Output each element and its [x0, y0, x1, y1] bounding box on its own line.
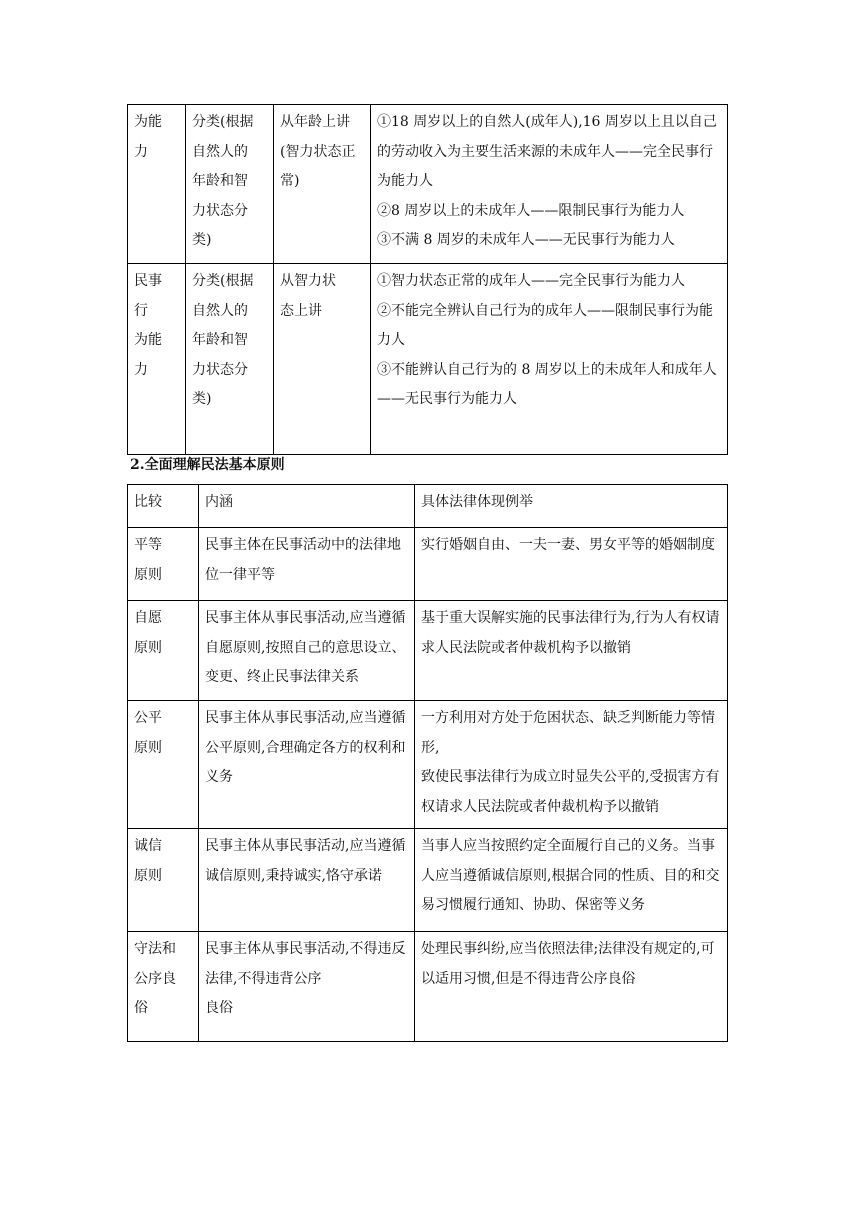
table-row: [128, 601, 728, 701]
principle-meaning: 民事主体从事民事活动,不得违反法律,不得违背公序 良俗: [199, 932, 415, 1042]
table-row: [128, 829, 728, 932]
category-cell: 民事 行 为能 力: [128, 264, 186, 455]
principle-name: 诚信 原则: [128, 829, 199, 932]
principle-name: 平等 原则: [128, 528, 199, 601]
header-example: 具体法律体现例举: [415, 485, 728, 528]
principle-example: 实行婚姻自由、一夫一妻、男女平等的婚姻制度: [415, 528, 728, 601]
principle-name: 公平 原则: [128, 701, 199, 829]
table-row: [128, 701, 728, 829]
classification-cell: 分类(根据 自然人的 年龄和智 力状态分 类): [186, 105, 274, 264]
description-item: ②8 周岁以上的未成年人——限制民事行为能力人: [377, 202, 685, 219]
criterion-cell: 从年龄上讲 (智力状态正 常): [274, 105, 371, 264]
principle-example: 处理民事纠纷,应当依照法律;法律没有规定的,可以适用习惯,但是不得违背公序良俗: [415, 932, 728, 1042]
description-item: ②不能完全辨认自己行为的成年人——限制民事行为能力人: [377, 302, 713, 348]
principle-meaning: 民事主体在民事活动中的法律地位一律平等: [199, 528, 415, 601]
principle-name: 自愿 原则: [128, 601, 199, 701]
principle-meaning: 民事主体从事民事活动,应当遵循自愿原则,按照自己的意思设立、变更、终止民事法律关系: [199, 601, 415, 701]
principle-meaning: 民事主体从事民事活动,应当遵循诚信原则,秉持诚实,恪守承诺: [199, 829, 415, 932]
description-item: ①18 周岁以上的自然人(成年人),16 周岁以上且以自己的劳动收入为主要生活来源的未成年人——完全民事行为能力人: [377, 114, 717, 189]
principle-example: 当事人应当按照约定全面履行自己的义务。当事人应当遵循诚信原则,根据合同的性质、目的和交易习惯履行通知、协助、保密等义务: [415, 829, 728, 932]
capacity-table: [127, 104, 728, 455]
section-heading: 2.全面理解民法基本原则: [130, 457, 285, 473]
principle-example: 一方利用对方处于危困状态、缺乏判断能力等情形, 致使民事法律行为成立时显失公平的,受损害方有权请求人民法院或者仲裁机构予以撤销: [415, 701, 728, 829]
description-cell: [371, 105, 728, 264]
description-item: ③不能辨认自己行为的 8 周岁以上的未成年人和成年人——无民事行为能力人: [377, 361, 717, 407]
classification-cell: 分类(根据 自然人的 年龄和智 力状态分 类): [186, 264, 274, 455]
header-compare: 比较: [128, 485, 199, 528]
principle-example: 基于重大误解实施的民事法律行为,行为人有权请求人民法院或者仲裁机构予以撤销: [415, 601, 728, 701]
header-meaning: 内涵: [199, 485, 415, 528]
table-header-row: [128, 485, 728, 528]
description-cell: [371, 264, 728, 455]
table-row: [128, 932, 728, 1042]
table-row: [128, 105, 728, 264]
description-item: ①智力状态正常的成年人——完全民事行为能力人: [377, 273, 685, 289]
description-item: ③不满 8 周岁的未成年人——无民事行为能力人: [377, 232, 675, 248]
principle-name: 守法和 公序良 俗: [128, 932, 199, 1042]
category-cell: 为能 力: [128, 105, 186, 264]
principles-table: [127, 484, 728, 1042]
criterion-cell: 从智力状 态上讲: [274, 264, 371, 455]
table-row: [128, 264, 728, 455]
principle-meaning: 民事主体从事民事活动,应当遵循公平原则,合理确定各方的权利和义务: [199, 701, 415, 829]
table-row: [128, 528, 728, 601]
